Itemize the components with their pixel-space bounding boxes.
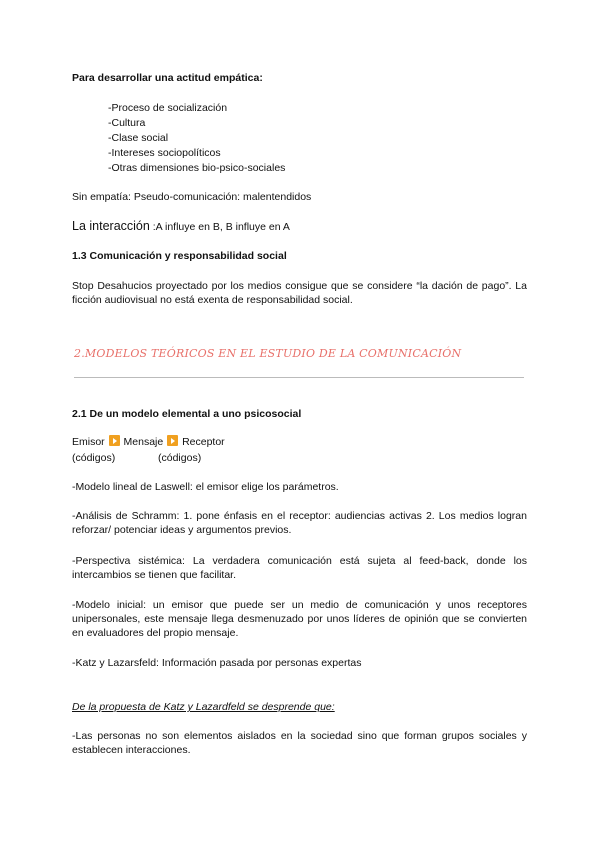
section-2-title: 2.MODELOS TEÓRICOS EN EL ESTUDIO DE LA COMUNICACIÓN (74, 347, 462, 360)
katz-propuesta-heading: De la propuesta de Katz y Lazardfeld se desprende que: (72, 701, 335, 713)
list-item: -Proceso de socialización (108, 102, 228, 114)
schramm-paragraph: -Análisis de Schramm: 1. pone énfasis en el receptor: audiencias activas 2. Los medios logran reforzar/ potenciar ideas y argumentos previos. (72, 510, 527, 536)
list-item: -Intereses sociopolíticos (108, 147, 221, 159)
modelo-inicial-paragraph: -Modelo inicial: un emisor que puede ser un medio de comunicación y unos receptores unipersonales, este mensaje llega desmenuzado por unos líderes de opinión que se convierten en evaluadores del propio mensaje. (72, 599, 527, 639)
section-1-3-heading: 1.3 Comunicación y responsabilidad social (72, 250, 287, 262)
section-2-1-heading: 2.1 De un modelo elemental a uno psicosocial (72, 408, 302, 420)
receptor-label: Receptor (182, 436, 225, 448)
laswell-text: -Modelo lineal de Laswell: el emisor elige los parámetros. (72, 481, 339, 493)
codigos-2: (códigos) (158, 452, 202, 464)
emisor-label: Emisor (72, 436, 105, 448)
interaccion-line (72, 219, 290, 234)
mensaje-label: Mensaje (123, 436, 164, 448)
sistemica-paragraph: -Perspectiva sistémica: La verdadera comunicación está sujeta al feed-back, donde los intercambios se tienen que facilitar. (72, 555, 527, 581)
play-arrow-icon (167, 435, 178, 446)
flow-diagram-line (72, 435, 225, 449)
sin-empatia-text: Sin empatía: Pseudo-comunicación: malentendidos (72, 191, 312, 203)
heading-empatica: Para desarrollar una actitud empática: (72, 72, 263, 84)
list-item: -Clase social (108, 132, 169, 144)
play-arrow-icon (109, 435, 120, 446)
desahucios-paragraph: Stop Desahucios proyectado por los medios consigue que se considere “la dación de pago”. La ficción audiovisual no está exenta de responsabilidad social. (72, 280, 527, 306)
list-item: -Cultura (108, 117, 146, 129)
interaccion-text: :A influye en B, B influye en A (149, 221, 290, 233)
katz-text: -Katz y Lazarsfeld: Información pasada por personas expertas (72, 657, 362, 669)
codigos-1: (códigos) (72, 452, 116, 464)
personas-paragraph: -Las personas no son elementos aislados en la sociedad sino que forman grupos sociales y establecen interacciones. (72, 730, 527, 756)
list-item: -Otras dimensiones bio-psico-sociales (108, 162, 286, 174)
horizontal-rule (74, 377, 524, 378)
interaccion-label: La interacción (72, 219, 150, 233)
